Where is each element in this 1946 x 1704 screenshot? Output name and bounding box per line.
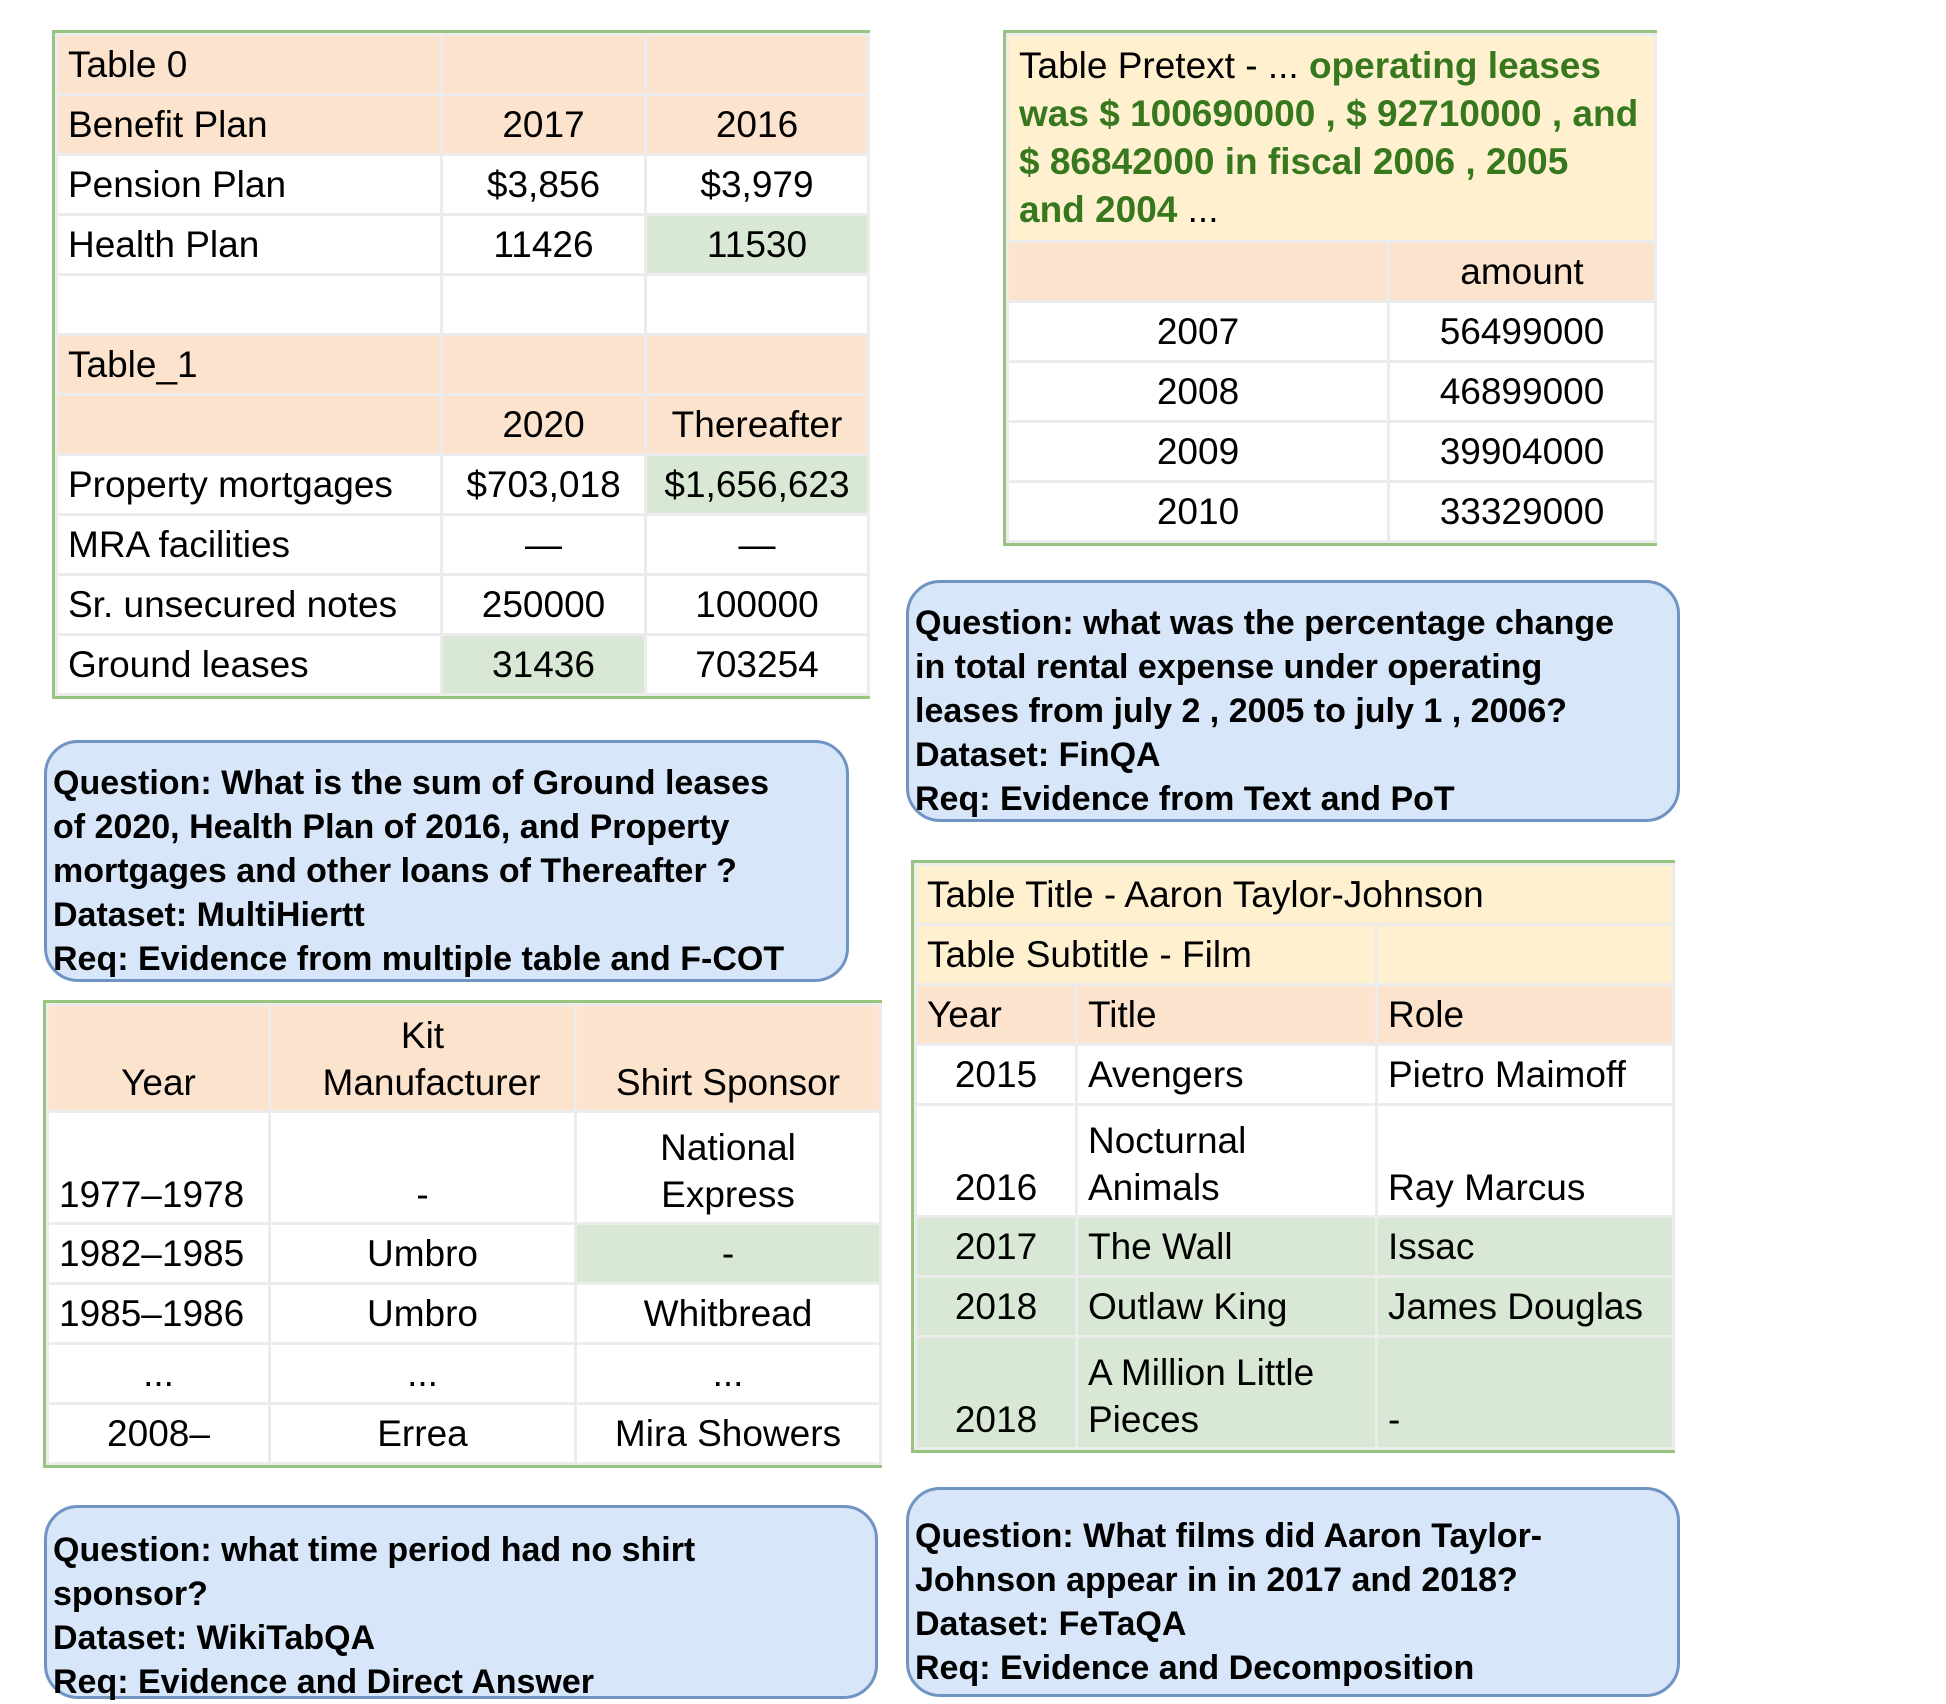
table-cell: 250000 (442, 575, 646, 635)
table-cell: 1985–1986 (48, 1284, 270, 1344)
header-text: Kit Manufacturer (322, 1015, 541, 1103)
table-subtitle-row (916, 925, 1674, 985)
table-row (57, 635, 869, 695)
table1-title: Table_1 (57, 335, 442, 395)
table-cell: - (270, 1112, 576, 1224)
table-cell (576, 1112, 881, 1224)
table-cell: Ground leases (57, 635, 442, 695)
table-row (48, 1224, 881, 1284)
pretext-label: Table Pretext - ... (1019, 45, 1309, 86)
table-header-row (1008, 242, 1656, 302)
table-cell: ... (270, 1344, 576, 1404)
table-cell: Pietro Maimoff (1377, 1045, 1674, 1105)
table-cell: 100000 (646, 575, 869, 635)
table-cell: Umbro (270, 1224, 576, 1284)
table-cell (1077, 1105, 1377, 1217)
table-cell: 2017 (916, 1217, 1077, 1277)
table-header-cell: Benefit Plan (57, 95, 442, 155)
requirement-label: Req: Evidence from multiple table and F-COT (53, 940, 785, 978)
table-row (48, 1344, 881, 1404)
table-cell: 2009 (1008, 422, 1389, 482)
table-row (916, 1045, 1674, 1105)
fetaqa-table (911, 860, 1675, 1453)
table-cell: 2016 (916, 1105, 1077, 1217)
table-header-cell (57, 395, 442, 455)
table-header-cell: Year (48, 1005, 270, 1112)
pretext-evidence: operating leases was $ 100690000 , $ 92710000 , and $ 86842000 in fiscal 2006 , 2005 and 2004 (1019, 45, 1639, 230)
table1-title-row (57, 335, 869, 395)
evidence-row (916, 1217, 1674, 1277)
cell-text: A Million Little Pieces (1088, 1352, 1315, 1440)
requirement-label: Req: Evidence and Direct Answer (53, 1663, 595, 1701)
table-title-row (916, 865, 1674, 925)
question-line: leases from july 2 , 2005 to july 1 , 2006? (915, 692, 1567, 730)
multihiertt-table (52, 30, 870, 699)
table-row (916, 1105, 1674, 1217)
evidence-row (916, 1277, 1674, 1337)
evidence-cell: 31436 (442, 635, 646, 695)
table-header-cell: 2017 (442, 95, 646, 155)
table-cell: 56499000 (1389, 302, 1656, 362)
question-line: in total rental expense under operating (915, 648, 1543, 686)
requirement-label: Req: Evidence from Text and PoT (915, 780, 1455, 818)
table-cell: $3,979 (646, 155, 869, 215)
table-cell: The Wall (1077, 1217, 1377, 1277)
question-line: Question: what was the percentage change (915, 604, 1615, 642)
table-cell: 1977–1978 (48, 1112, 270, 1224)
table-cell: $3,856 (442, 155, 646, 215)
table-cell: Sr. unsecured notes (57, 575, 442, 635)
table-header-cell: Thereafter (646, 395, 869, 455)
table-cell: ... (576, 1344, 881, 1404)
table-header-cell: 2016 (646, 95, 869, 155)
table-row (57, 215, 869, 275)
table-cell: MRA facilities (57, 515, 442, 575)
evidence-cell: - (576, 1224, 881, 1284)
table-cell: Ray Marcus (1377, 1105, 1674, 1217)
evidence-cell: 11530 (646, 215, 869, 275)
table-row (1008, 422, 1656, 482)
table-header-cell: Shirt Sponsor (576, 1005, 881, 1112)
table-header-row (48, 1005, 881, 1112)
spacer-row (57, 275, 869, 335)
table-row (48, 1404, 881, 1464)
dataset-label: Dataset: MultiHiertt (53, 896, 365, 934)
table-row (1008, 482, 1656, 542)
table-cell: 39904000 (1389, 422, 1656, 482)
table-cell: Umbro (270, 1284, 576, 1344)
table-title: Table Title - Aaron Taylor-Johnson (916, 865, 1674, 925)
table-cell: Errea (270, 1404, 576, 1464)
table-header-cell: amount (1389, 242, 1656, 302)
question-box-fetaqa (906, 1487, 1680, 1697)
question-line: Question: What films did Aaron Taylor- (915, 1517, 1543, 1555)
requirement-label: Req: Evidence and Decomposition (915, 1649, 1475, 1687)
table-cell: — (646, 515, 869, 575)
table-cell: 703254 (646, 635, 869, 695)
table-row (57, 155, 869, 215)
table-cell: 11426 (442, 215, 646, 275)
table-cell: 2015 (916, 1045, 1077, 1105)
table-row (48, 1284, 881, 1344)
table-cell: 33329000 (1389, 482, 1656, 542)
evidence-cell: $1,656,623 (646, 455, 869, 515)
table-header-cell: 2020 (442, 395, 646, 455)
cell-text: Nocturnal Animals (1088, 1120, 1247, 1208)
table-cell: Property mortgages (57, 455, 442, 515)
table-cell: 2007 (1008, 302, 1389, 362)
table-cell: Pension Plan (57, 155, 442, 215)
table-cell: 2008– (48, 1404, 270, 1464)
dataset-label: Dataset: WikiTabQA (53, 1619, 376, 1657)
table-cell: Whitbread (576, 1284, 881, 1344)
wikitabqa-table (43, 1000, 882, 1468)
question-line: sponsor? (53, 1575, 208, 1613)
dataset-label: Dataset: FinQA (915, 736, 1161, 774)
table-header-cell (1008, 242, 1389, 302)
table-header-cell: Role (1377, 985, 1674, 1045)
question-box-finqa (906, 580, 1680, 822)
table-cell: Health Plan (57, 215, 442, 275)
pretext-tail: ... (1177, 189, 1219, 230)
table-subtitle: Table Subtitle - Film (916, 925, 1377, 985)
cell-text: National Express (660, 1127, 796, 1215)
table-cell: 2018 (916, 1277, 1077, 1337)
table-cell (1077, 1337, 1377, 1449)
table1-header-row (57, 395, 869, 455)
table-cell: 2008 (1008, 362, 1389, 422)
question-line: Question: what time period had no shirt (53, 1531, 696, 1569)
table-cell: James Douglas (1377, 1277, 1674, 1337)
table-row (1008, 302, 1656, 362)
table-cell: - (1377, 1337, 1674, 1449)
table-cell: Issac (1377, 1217, 1674, 1277)
dataset-label: Dataset: FeTaQA (915, 1605, 1187, 1643)
question-line: Question: What is the sum of Ground leases (53, 764, 769, 802)
table-row (1008, 362, 1656, 422)
question-box-wikitabqa (44, 1505, 878, 1699)
question-line: mortgages and other loans of Thereafter ? (53, 852, 737, 890)
table-header-cell (270, 1005, 576, 1112)
question-box-multihiertt (44, 740, 849, 982)
pretext-row (1008, 35, 1656, 242)
finqa-table (1003, 30, 1657, 546)
table-cell: — (442, 515, 646, 575)
table-cell: 46899000 (1389, 362, 1656, 422)
table-header-cell: Year (916, 985, 1077, 1045)
table-cell: 1982–1985 (48, 1224, 270, 1284)
table-header-cell: Title (1077, 985, 1377, 1045)
table-cell: $703,018 (442, 455, 646, 515)
table0-header-row (57, 95, 869, 155)
table-row (48, 1112, 881, 1224)
table-cell: 2018 (916, 1337, 1077, 1449)
table-cell: Outlaw King (1077, 1277, 1377, 1337)
question-line: of 2020, Health Plan of 2016, and Property (53, 808, 730, 846)
table-cell: ... (48, 1344, 270, 1404)
table-pretext (1008, 35, 1656, 242)
table-header-row (916, 985, 1674, 1045)
table-cell: 2010 (1008, 482, 1389, 542)
table-cell: Mira Showers (576, 1404, 881, 1464)
table-row (57, 455, 869, 515)
table0-title: Table 0 (57, 35, 442, 95)
table-row (57, 575, 869, 635)
table0-title-row (57, 35, 869, 95)
table-row (57, 515, 869, 575)
question-line: Johnson appear in in 2017 and 2018? (915, 1561, 1518, 1599)
table-cell: Avengers (1077, 1045, 1377, 1105)
evidence-row (916, 1337, 1674, 1449)
